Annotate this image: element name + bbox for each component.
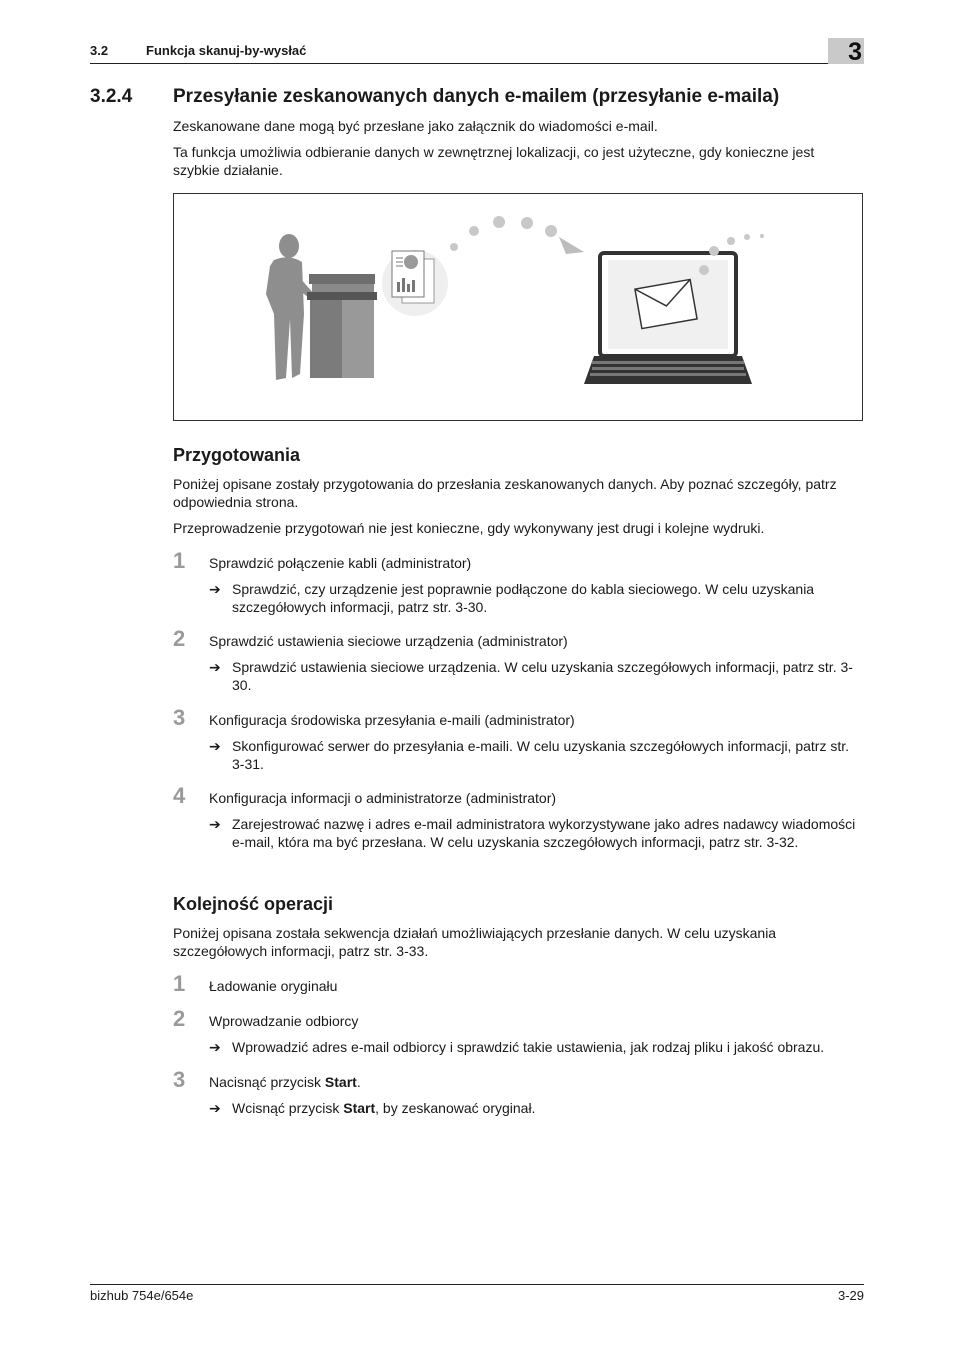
prep-step-4-text: Konfiguracja informacji o administratorze (administrator)	[209, 790, 557, 806]
prep-step-3-number: 3	[173, 705, 186, 730]
prep-step-2-text: Sprawdzić ustawienia sieciowe urządzenia (administrator)	[209, 633, 568, 649]
prep-step-2-detail: Sprawdzić ustawienia sieciowe urządzenia. W celu uzyskania szczegółowych informacji, patrz str. 3-30.	[232, 659, 853, 693]
section-number: 3.2.4	[90, 86, 133, 107]
op-step-3-detail	[232, 1099, 864, 1117]
document-icon	[392, 251, 434, 303]
prep-step-3-text: Konfiguracja środowiska przesyłania e-maili (administrator)	[209, 712, 575, 728]
op-step-3-number: 3	[173, 1067, 186, 1092]
start-button-label: Start	[324, 1074, 357, 1090]
op-step-1-number: 1	[173, 971, 186, 996]
arrow-icon: ➔	[209, 738, 221, 754]
op-step-3-text-after: .	[356, 1074, 361, 1090]
arrow-icon: ➔	[209, 816, 221, 832]
start-button-label: Start	[343, 1100, 376, 1116]
operations-heading: Kolejność operacji	[173, 894, 334, 914]
op-step-3-text	[209, 1073, 361, 1091]
header-rule	[90, 63, 864, 64]
illustration-frame	[173, 193, 863, 421]
op-step-3-detail-before: Wcisnąć przycisk	[232, 1100, 344, 1116]
op-step-2-detail: Wprowadzić adres e-mail odbiorcy i sprawdzić takie ustawienia, jak rodzaj pliku i jakość obrazu.	[232, 1039, 825, 1055]
mfp-icon	[307, 274, 377, 378]
intro-paragraph-2: Ta funkcja umożliwia odbieranie danych w zewnętrznej lokalizacji, co jest użyteczne, gdy konieczne jest szybkie działanie.	[173, 144, 815, 178]
illustration	[174, 194, 862, 420]
person-icon	[266, 234, 314, 380]
intro-paragraph-1: Zeskanowane dane mogą być przesłane jako załącznik do wiadomości e-mail.	[173, 118, 658, 134]
prep-step-2-number: 2	[173, 626, 186, 651]
arrow-icon: ➔	[209, 1100, 221, 1116]
prep-step-1-number: 1	[173, 548, 186, 573]
prep-step-1-text: Sprawdzić połączenie kabli (administrator)	[209, 555, 472, 571]
prep-step-4-detail: Zarejestrować nazwę i adres e-mail administratora wykorzystywane jako adres nadawcy wiadomości e-mail, która ma być przesłana. W celu uzyskania szczegółowych informacji, patrz str. 3-32.	[232, 816, 856, 850]
arrow-icon: ➔	[209, 581, 221, 597]
prep-step-4-number: 4	[173, 783, 186, 808]
footer-rule	[90, 1284, 864, 1285]
envelope-icon	[635, 279, 697, 328]
header-section-number: 3.2	[90, 43, 109, 58]
preparations-heading: Przygotowania	[173, 445, 301, 465]
op-step-1-text: Ładowanie oryginału	[209, 978, 338, 994]
footer-model: bizhub 754e/654e	[90, 1288, 194, 1303]
op-step-3-text-before: Nacisnąć przycisk	[209, 1074, 325, 1090]
op-step-2-text: Wprowadzanie odbiorcy	[209, 1013, 359, 1029]
preparations-paragraph-2: Przeprowadzenie przygotowań nie jest konieczne, gdy wykonywany jest drugi i kolejne wydruki.	[173, 520, 765, 536]
op-step-3-detail-after: , by zeskanować oryginał.	[375, 1100, 536, 1116]
op-step-2-number: 2	[173, 1006, 186, 1031]
header-section-title: Funkcja skanuj-by-wysłać	[146, 43, 307, 58]
operations-paragraph: Poniżej opisana została sekwencja działań umożliwiających przesłanie danych. W celu uzyskania szczegółowych informacji, patrz str. 3-33.	[173, 925, 777, 959]
preparations-paragraph-1: Poniżej opisane zostały przygotowania do przesłania zeskanowanych danych. Aby poznać szczegóły, patrz odpowiednia strona.	[173, 476, 837, 510]
footer-page-number: 3-29	[837, 1288, 864, 1303]
arrow-icon	[559, 237, 584, 254]
chapter-badge: 3	[828, 38, 864, 64]
transfer-dots	[450, 216, 557, 251]
prep-step-1-detail: Sprawdzić, czy urządzenie jest poprawnie podłączone do kabla sieciowego. W celu uzyskania szczegółowych informacji, patrz str. 3-30.	[232, 581, 815, 615]
arrow-icon: ➔	[209, 1039, 221, 1055]
arrow-icon: ➔	[209, 659, 221, 675]
prep-step-3-detail: Skonfigurować serwer do przesyłania e-maili. W celu uzyskania szczegółowych informacji, patrz str. 3-31.	[232, 738, 850, 772]
section-title: Przesyłanie zeskanowanych danych e-mailem (przesyłanie e-maila)	[173, 86, 780, 107]
